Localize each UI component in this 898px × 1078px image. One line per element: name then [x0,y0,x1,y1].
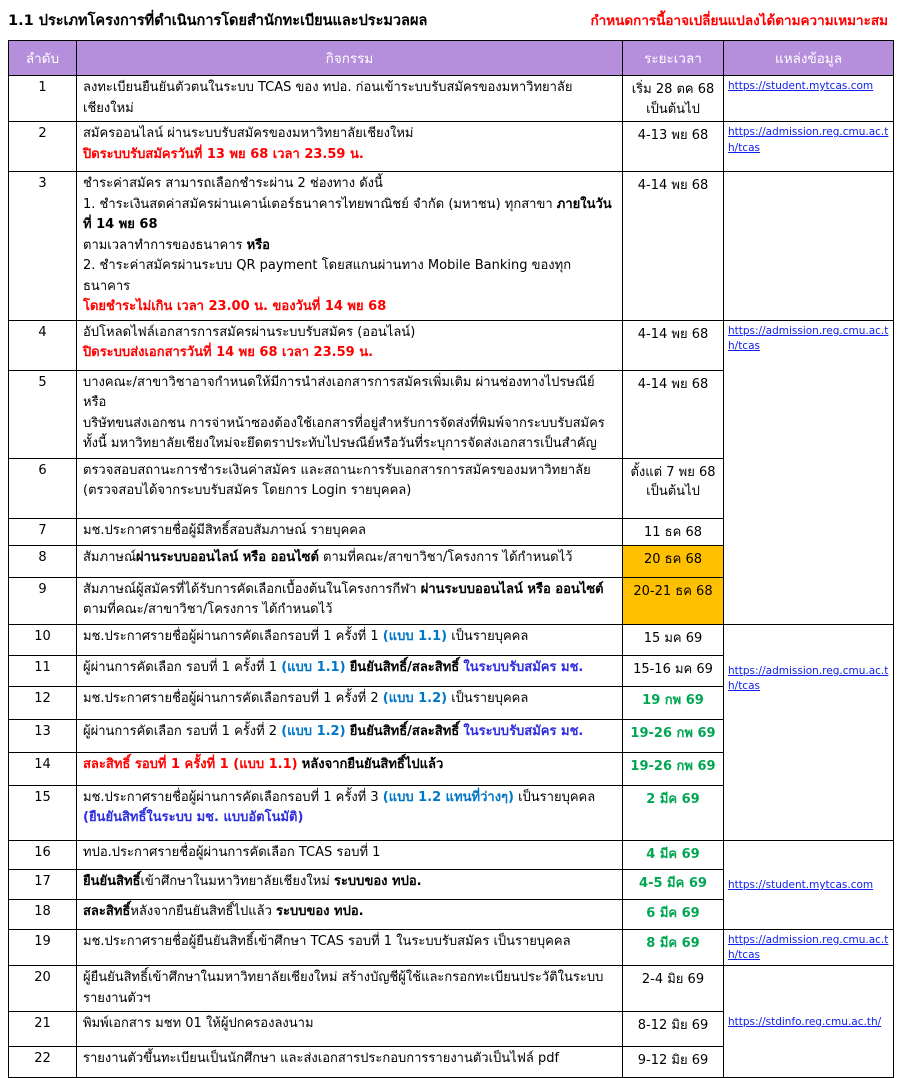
activity-cell [77,172,623,321]
duration-cell: 11 ธค 68 [623,518,724,545]
activity-cell [77,929,623,965]
source-cell [724,76,894,122]
row-number-cell: 14 [9,752,77,785]
duration-cell: 4-14 พย 68 [623,320,724,370]
activity-line: มช.ประกาศรายชื่อผู้ผ่านการคัดเลือกรอบที่ 1 ครั้งที่ 1 (แบบ 1.1) เป็นรายบุคคล [83,628,529,644]
table-row [9,840,894,869]
activity-cell [77,752,623,785]
source-link[interactable]: https://stdinfo.reg.cmu.ac.th/ [728,1015,882,1028]
activity-line: ทั้งนี้ มหาวิทยาลัยเชียงใหม่จะยึดตราประทับไปรษณีย์หรือวันที่ระบุการจัดส่งเอกสารเป็นสำคัญ [83,436,597,452]
activity-line: บริษัทขนส่งเอกชน การจ่าหน้าซองต้องใช้เอกสารที่อยู่สำหรับการจัดส่งที่พิมพ์จากระบบรับสมัคร [83,415,605,431]
source-link[interactable]: https://admission.reg.cmu.ac.th/tcas [728,126,889,154]
activity-line: (ตรวจสอบได้จากระบบรับสมัคร โดยการ Login รายบุคคล) [83,483,412,499]
duration-cell: 4-5 มีค 69 [623,869,724,899]
activity-line: 2. ชำระค่าสมัครผ่านระบบ QR payment โดยสแกนผ่านทาง Mobile Banking ของทุกธนาคาร [83,258,572,294]
col-header-activity: กิจกรรม [77,41,623,76]
col-header-duration: ระยะเวลา [623,41,724,76]
row-number-cell: 20 [9,966,77,1012]
activity-line: มช.ประกาศรายชื่อผู้ยืนยันสิทธิ์เข้าศึกษา TCAS รอบที่ 1 ในระบบรับสมัคร เป็นรายบุคคล [83,933,571,949]
table-row [9,320,894,370]
row-number-cell: 6 [9,458,77,518]
row-number-cell: 12 [9,686,77,719]
activity-line: ทปอ.ประกาศรายชื่อผู้ผ่านการคัดเลือก TCAS รอบที่ 1 [83,844,381,860]
col-header-source: แหล่งข้อมูล [724,41,894,76]
duration-cell: 4 มีค 69 [623,840,724,869]
schedule-table [8,40,894,1078]
activity-cell [77,840,623,869]
schedule-change-note: กำหนดการนี้อาจเปลี่ยนแปลงได้ตามความเหมาะสม [590,13,888,29]
activity-line: สัมภาษณ์ผู้สมัครที่ได้รับการคัดเลือกเบื้องต้นในโครงการกีฬา ผ่านระบบออนไลน์ หรือ ออนไซต์ [83,581,604,597]
source-cell [724,624,894,840]
duration-cell: 4-14 พย 68 [623,172,724,321]
activity-line: ตามเวลาทำการของธนาคาร หรือ [83,237,270,253]
row-number-cell: 1 [9,76,77,122]
activity-cell [77,785,623,840]
activity-line: สมัครออนไลน์ ผ่านระบบรับสมัครของมหาวิทยาลัยเชียงใหม่ [83,126,414,142]
row-number-cell: 22 [9,1047,77,1078]
activity-line: ผู้ผ่านการคัดเลือก รอบที่ 1 ครั้งที่ 1 (แบบ 1.1) ยืนยันสิทธิ์/สละสิทธิ์ ในระบบรับสมัคร มช. [83,659,584,675]
duration-cell: 15 มค 69 [623,624,724,655]
source-link[interactable]: https://student.mytcas.com [728,80,874,92]
source-link[interactable]: https://admission.reg.cmu.ac.th/tcas [728,933,889,962]
activity-cell [77,370,623,458]
duration-cell: 6 มีค 69 [623,899,724,929]
activity-line: ลงทะเบียนยืนยันตัวตนในระบบ TCAS ของ ทปอ. ก่อนเข้าระบบรับสมัครของมหาวิทยาลัยเชียงใหม่ [83,80,573,116]
activity-line: (ยืนยันสิทธิ์ในระบบ มช. แบบอัตโนมัติ) [83,810,304,826]
table-row [9,624,894,655]
duration-cell: 15-16 มค 69 [623,655,724,686]
row-number-cell: 2 [9,122,77,172]
page-title: 1.1 ประเภทโครงการที่ดำเนินการโดยสำนักทะเบียนและประมวลผล [8,13,428,29]
activity-cell [77,966,623,1012]
source-cell [724,929,894,965]
activity-line: มช.ประกาศรายชื่อผู้ผ่านการคัดเลือกรอบที่ 1 ครั้งที่ 3 (แบบ 1.2 แทนที่ว่างๆ) เป็นรายบุคคล [83,789,596,805]
activity-cell [77,458,623,518]
source-cell [724,122,894,172]
row-number-cell: 4 [9,320,77,370]
source-cell [724,840,894,929]
source-cell [724,172,894,321]
page-header [0,0,898,40]
activity-cell [77,545,623,577]
duration-cell: 19-26 กพ 69 [623,752,724,785]
row-number-cell: 11 [9,655,77,686]
activity-line: สัมภาษณ์ผ่านระบบออนไลน์ หรือ ออนไซต์ ตามที่คณะ/สาขาวิชา/โครงการ ได้กำหนดไว้ [83,549,573,565]
source-link[interactable]: https://admission.reg.cmu.ac.th/tcas [728,664,889,693]
row-number-cell: 21 [9,1012,77,1047]
activity-line: ตรวจสอบสถานะการชำระเงินค่าสมัคร และสถานะการรับเอกสารการสมัครของมหาวิทยาลัย [83,462,591,478]
duration-cell: 19 กพ 69 [623,686,724,719]
activity-line: ยืนยันสิทธิ์เข้าศึกษาในมหาวิทยาลัยเชียงใหม่ ระบบของ ทปอ. [83,873,422,889]
row-number-cell: 13 [9,719,77,752]
table-row [9,172,894,321]
row-number-cell: 16 [9,840,77,869]
duration-cell: 9-12 มิย 69 [623,1047,724,1078]
row-number-cell: 7 [9,518,77,545]
activity-cell [77,76,623,122]
activity-cell [77,518,623,545]
col-header-no: ลำดับ [9,41,77,76]
table-header-row [9,41,894,76]
activity-line: ผู้ยืนยันสิทธิ์เข้าศึกษาในมหาวิทยาลัยเชียงใหม่ สร้างบัญชีผู้ใช้และกรอกทะเบียนประวัติในระบบรายงานตัวฯ [83,970,604,1006]
activity-line: ชำระค่าสมัคร สามารถเลือกชำระผ่าน 2 ช่องทาง ดังนี้ [83,176,383,192]
activity-cell [77,122,623,172]
duration-cell: 4-13 พย 68 [623,122,724,172]
activity-line: มช.ประกาศรายชื่อผู้ผ่านการคัดเลือกรอบที่ 1 ครั้งที่ 2 (แบบ 1.2) เป็นรายบุคคล [83,690,529,706]
activity-cell [77,624,623,655]
duration-cell: 20-21 ธค 68 [623,577,724,624]
duration-cell: 8 มีค 69 [623,929,724,965]
row-number-cell: 15 [9,785,77,840]
row-number-cell: 10 [9,624,77,655]
activity-cell [77,655,623,686]
activity-line: ปิดระบบส่งเอกสารวันที่ 14 พย 68 เวลา 23.59 น. [83,345,374,361]
activity-line: มช.ประกาศรายชื่อผู้มีสิทธิ์สอบสัมภาษณ์ รายบุคคล [83,522,366,538]
source-link[interactable]: https://student.mytcas.com [728,878,874,891]
activity-line: รายงานตัวขึ้นทะเบียนเป็นนักศึกษา และส่งเอกสารประกอบการรายงานตัวเป็นไฟล์ pdf [83,1051,560,1067]
source-cell [724,966,894,1078]
duration-cell: 4-14 พย 68 [623,370,724,458]
duration-cell: 2-4 มิย 69 [623,966,724,1012]
activity-cell [77,577,623,624]
row-number-cell: 3 [9,172,77,321]
table-row [9,76,894,122]
table-row [9,122,894,172]
activity-cell [77,1047,623,1078]
row-number-cell: 8 [9,545,77,577]
activity-line: ปิดระบบรับสมัครวันที่ 13 พย 68 เวลา 23.59 น. [83,146,364,162]
duration-cell: เริ่ม 28 ตค 68 เป็นต้นไป [623,76,724,122]
row-number-cell: 17 [9,869,77,899]
activity-line: สละสิทธิ์ รอบที่ 1 ครั้งที่ 1 (แบบ 1.1) หลังจากยืนยันสิทธิ์ไปแล้ว [83,756,444,772]
table-row [9,966,894,1012]
row-number-cell: 18 [9,899,77,929]
row-number-cell: 5 [9,370,77,458]
activity-line: บางคณะ/สาขาวิชาอาจกำหนดให้มีการนำส่งเอกสารการสมัครเพิ่มเติม ผ่านช่องทางไปรษณีย์หรือ [83,374,595,411]
duration-cell: ตั้งแต่ 7 พย 68 เป็นต้นไป [623,458,724,518]
source-link[interactable]: https://admission.reg.cmu.ac.th/tcas [728,324,889,353]
table-row [9,929,894,965]
duration-cell: 2 มีค 69 [623,785,724,840]
activity-line: โดยชำระไม่เกิน เวลา 23.00 น. ของวันที่ 14 พย 68 [83,299,387,315]
activity-cell [77,899,623,929]
duration-cell: 8-12 มิย 69 [623,1012,724,1047]
activity-line: 1. ชำระเงินสดค่าสมัครผ่านเคาน์เตอร์ธนาคารไทยพาณิชย์ จำกัด (มหาชน) ทุกสาขา ภายในวันที่ 14 พย 68 [83,196,612,233]
activity-cell [77,719,623,752]
duration-cell: 20 ธค 68 [623,545,724,577]
activity-cell [77,869,623,899]
activity-line: สละสิทธิ์หลังจากยืนยันสิทธิ์ไปแล้ว ระบบของ ทปอ. [83,903,364,919]
activity-line: อัปโหลดไฟล์เอกสารการสมัครผ่านระบบรับสมัคร (ออนไลน์) [83,324,416,340]
source-cell [724,320,894,624]
activity-cell [77,686,623,719]
activity-cell [77,1012,623,1047]
row-number-cell: 19 [9,929,77,965]
activity-line: ตามที่คณะ/สาขาวิชา/โครงการ ได้กำหนดไว้ [83,602,333,618]
row-number-cell: 9 [9,577,77,624]
activity-cell [77,320,623,370]
activity-line: ผู้ผ่านการคัดเลือก รอบที่ 1 ครั้งที่ 2 (แบบ 1.2) ยืนยันสิทธิ์/สละสิทธิ์ ในระบบรับสมัคร มช. [83,723,584,739]
activity-line: พิมพ์เอกสาร มชท 01 ให้ผู้ปกครองลงนาม [83,1016,314,1032]
duration-cell: 19-26 กพ 69 [623,719,724,752]
